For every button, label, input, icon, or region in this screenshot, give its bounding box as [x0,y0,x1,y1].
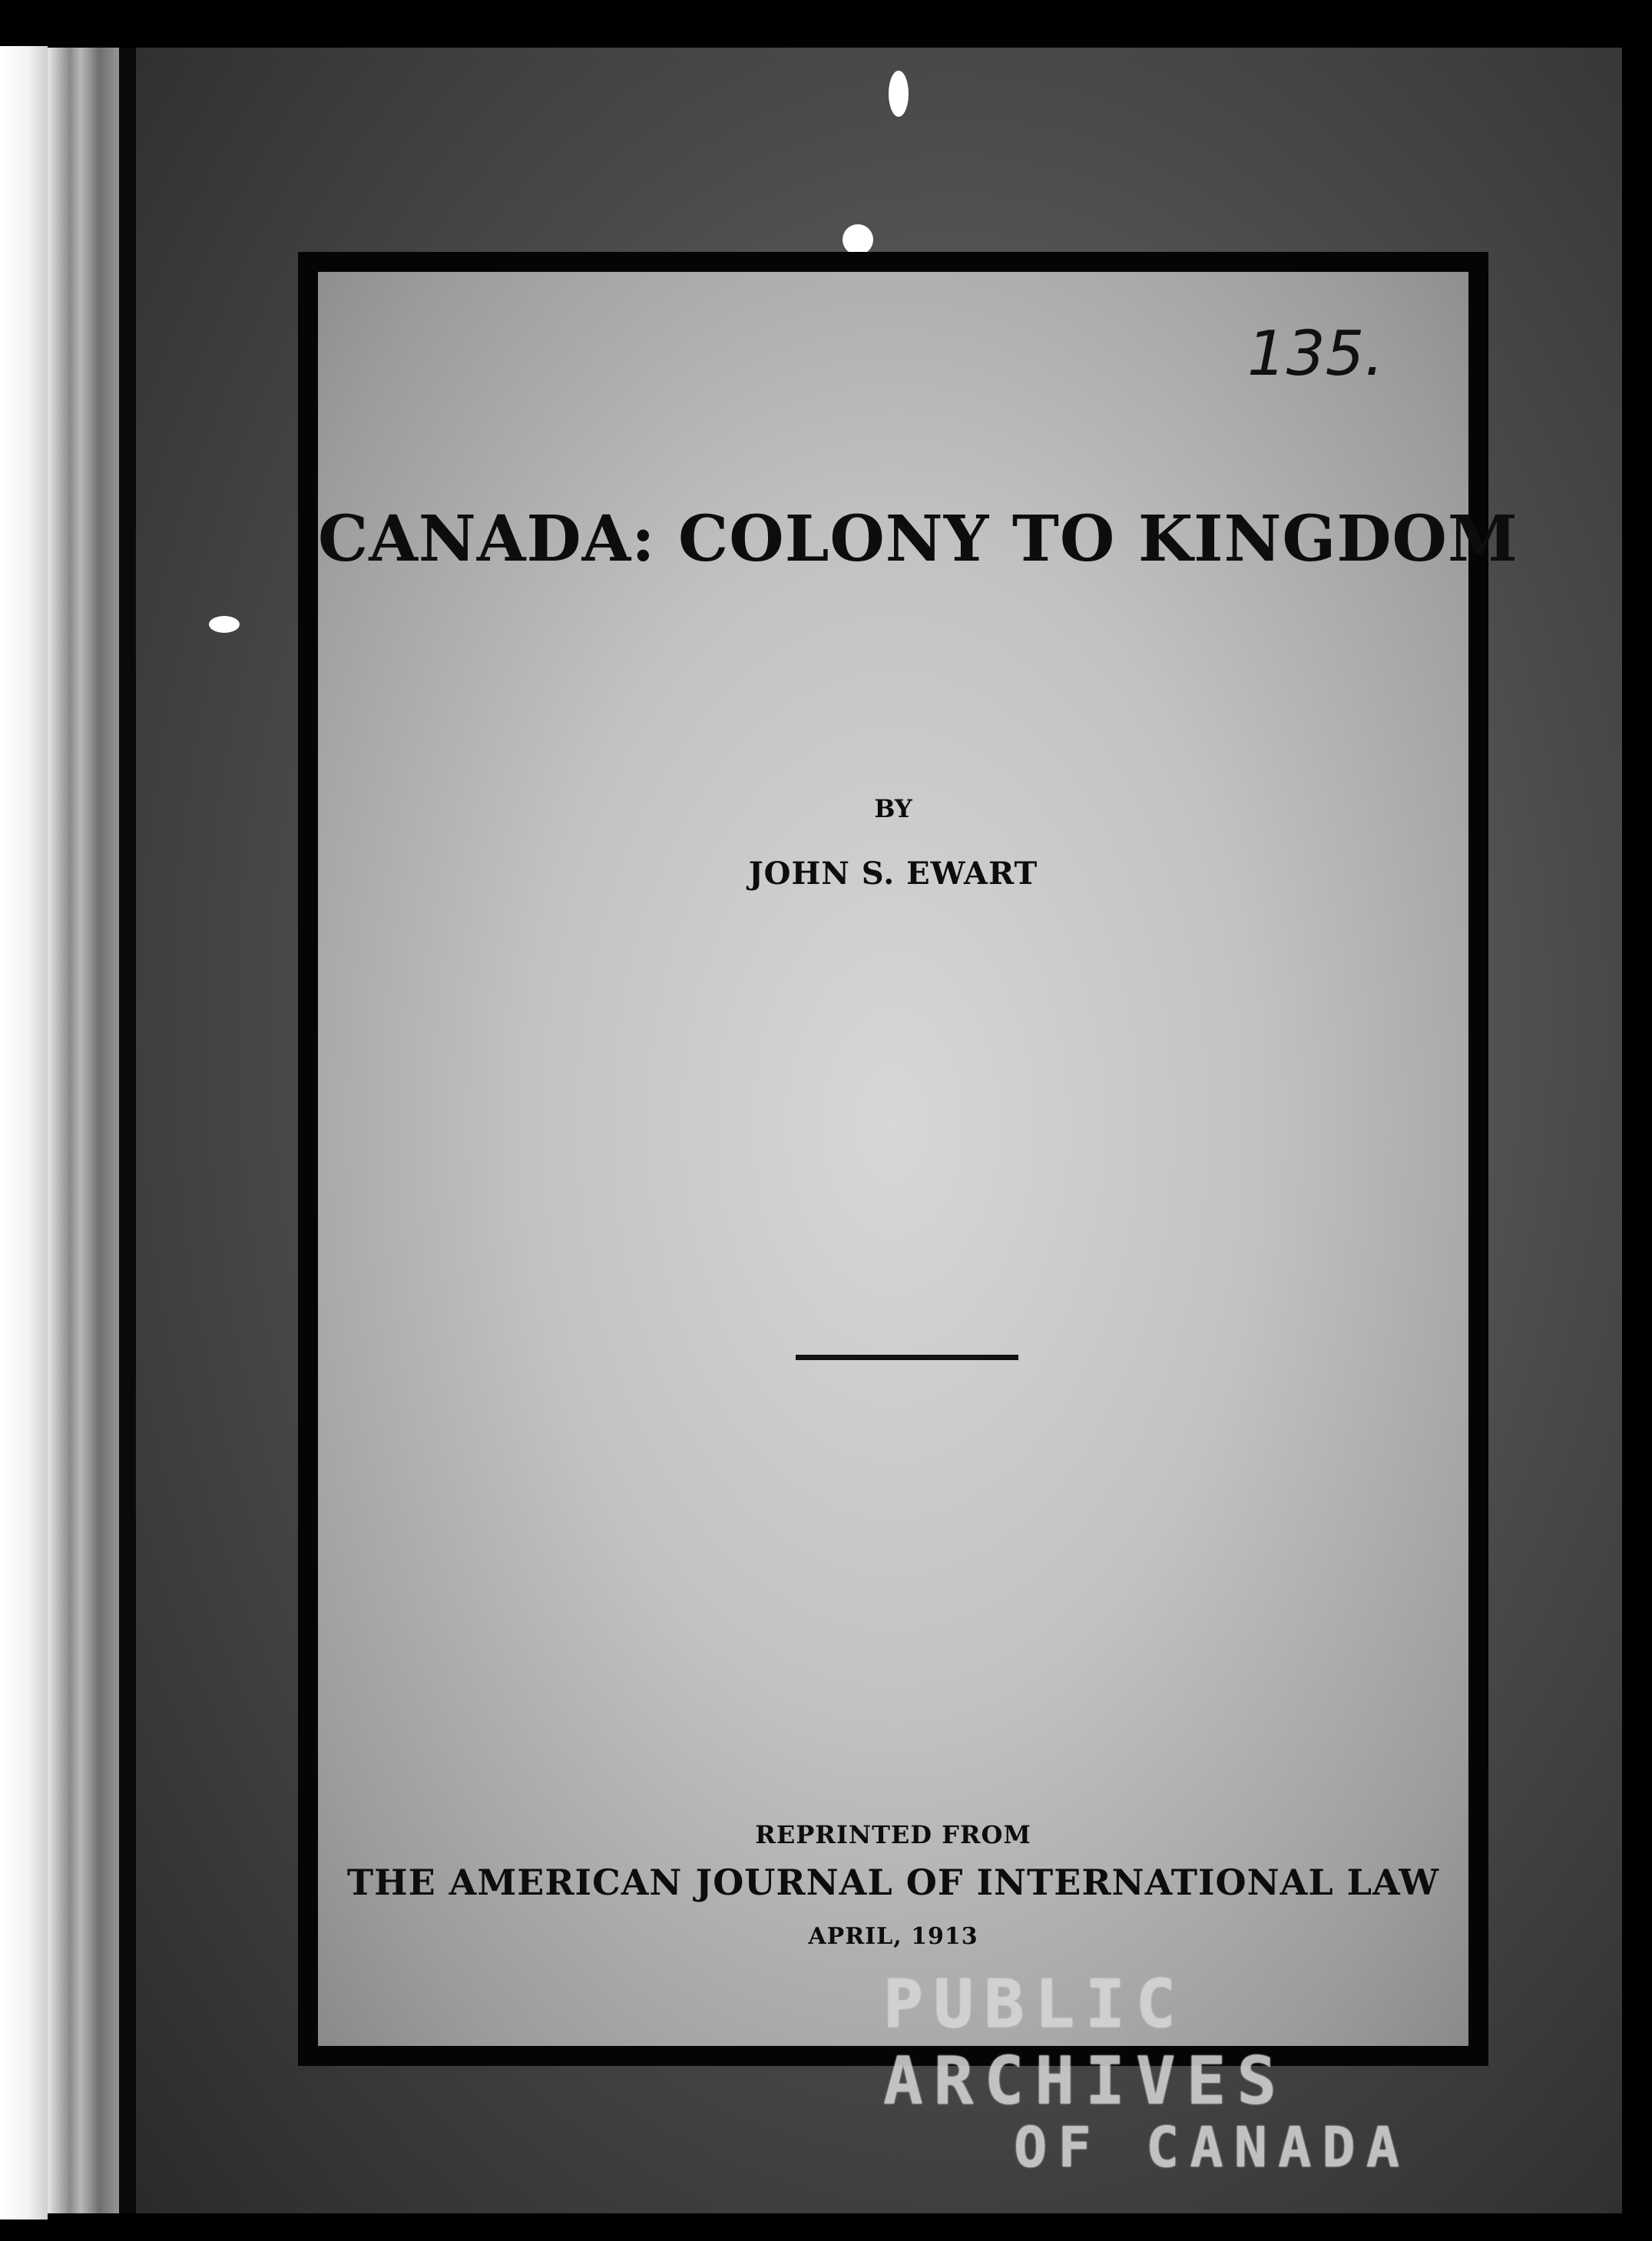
stamp-line-2: OF CANADA [1014,2115,1411,2180]
journal-name: THE AMERICAN JOURNAL OF INTERNATIONAL LAW [346,1862,1440,1903]
handwritten-note: 135. [1246,318,1384,389]
title-page-frame [298,252,1518,2066]
binding-strip [48,48,121,2213]
spine-line [119,48,136,2213]
speck [843,224,873,255]
stamp-line-1: PUBLIC ARCHIVES [883,1966,1288,2120]
speck [209,616,240,633]
archive-stamp [883,1966,1513,2180]
divider-rule [796,1355,1018,1360]
author-name: JOHN S. EWART [748,856,1038,892]
publication-date: APRIL, 1913 [808,1923,978,1950]
byline: BY [874,794,912,823]
binding-edge [0,46,48,2219]
reprinted-from: REPRINTED FROM [755,1820,1031,1849]
document-title: CANADA: COLONY TO KINGDOM [318,502,1518,576]
speck [889,71,909,117]
